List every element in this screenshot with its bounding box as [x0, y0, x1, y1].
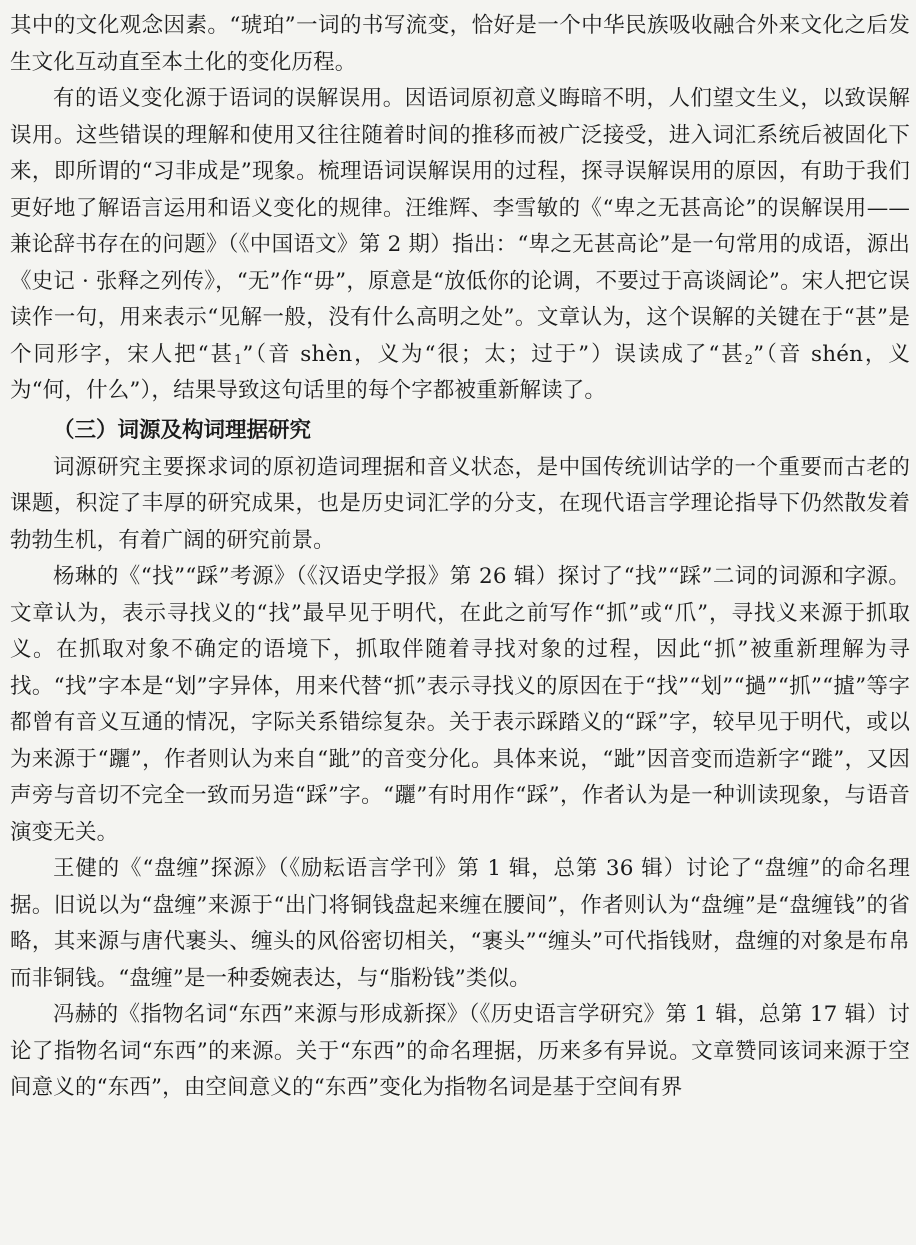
- paragraph-misinterpretation: [10, 81, 910, 410]
- subscript-1: 1: [234, 352, 243, 368]
- paragraph-misinterpretation-text-1: 有的语义变化源于语词的误解误用。因语词原初意义晦暗不明，人们望文生义，以致误解误用。这些错误的理解和使用又往往随着时间的推移而被广泛接受，进入词汇系统后被固化下来，即所谓的“习非成是”现象。梳理语词误解误用的过程，探寻误解误用的原因，有助于我们更好地了解语言运用和语义变化的规律。汪维辉、李雪敏的《“卑之无甚高论”的误解误用——兼论辞书存在的问题》（《中国语文》第 2 期）指出：“卑之无甚高论”是一句常用的成语，源出《史记 · 张释之列传》，“无”作“毋”，原意是“放低你的论调，不要过于高谈阔论”。宋人把它误读作一句，用来表示“见解一般，没有什么高明之处”。文章认为，这个误解的关键在于“甚”是个同形字，宋人把“甚: [10, 86, 910, 367]
- paragraph-dongxi: 冯赫的《指物名词“东西”来源与形成新探》（《历史语言学研究》第 1 辑，总第 17 辑）讨论了指物名词“东西”的来源。关于“东西”的命名理据，历来多有异说。文章赞同该词来源于空间意义的“东西”，由空间意义的“东西”变化为指物名词是基于空间有界: [10, 1002, 910, 1100]
- paragraph-etymology-intro: 词源研究主要探求词的原初造词理据和音义状态，是中国传统训诂学的一个重要而古老的课题，积淀了丰厚的研究成果，也是历史词汇学的分支，在现代语言学理论指导下仍然散发着勃勃生机，有着广阔的研究前景。: [10, 454, 910, 553]
- subscript-2: 2: [744, 352, 754, 368]
- paragraph-panchan: 王健的《“盘缠”探源》（《励耘语言学刊》第 1 辑，总第 36 辑）讨论了“盘缠”的命名理据。旧说以为“盘缠”来源于“出门将铜钱盘起来缠在腰间”，作者则认为“盘缠”是“盘缠钱”的省略，其来源与唐代裹头、缠头的风俗密切相关，“裹头”“缠头”可代指钱财，盘缠的对象是布帛而非铜钱。“盘缠”是一种委婉表达，与“脂粉钱”类似。: [10, 856, 910, 991]
- paragraph-misinterpretation-text-2: ”（音 shèn，义为“很；太；过于”）误读成了“甚: [242, 341, 745, 367]
- paragraph-amber-conclusion: 其中的文化观念因素。“琥珀”一词的书写流变，恰好是一个中华民族吸收融合外来文化之后发生文化互动直至本土化的变化历程。: [10, 13, 910, 75]
- section-heading-etymology: （三）词源及构词理据研究: [53, 417, 312, 443]
- paragraph-zhao-cai: 杨琳的《“找”“踩”考源》（《汉语史学报》第 26 辑）探讨了“找”“踩”二词的词源和字源。文章认为，表示寻找义的“找”最早见于明代，在此之前写作“抓”或“爪”，寻找义来源于抓取义。在抓取对象不确定的语境下，抓取伴随着寻找对象的过程，因此“抓”被重新理解为寻找。“找”字本是“划”字异体，用来代替“抓”表示寻找义的原因在于“找”“划”“撾”“抓”“摣”等字都曾有音义互通的情况，字际关系错综复杂。关于表示踩踏义的“踩”字，较早见于明代，或以为来源于“躧”，作者则认为来自“跐”的音变分化。具体来说，“跐”因音变而造新字“蹝”，又因声旁与音切不完全一致而另造“踩”字。“躧”有时用作“踩”，作者认为是一种训读现象，与语音演变无关。: [10, 564, 910, 845]
- paragraph-misinterpretation-text-3: ”（音 shén，义为“何，什么”），结果导致这句话里的每个字都被重新解读了。: [10, 341, 911, 403]
